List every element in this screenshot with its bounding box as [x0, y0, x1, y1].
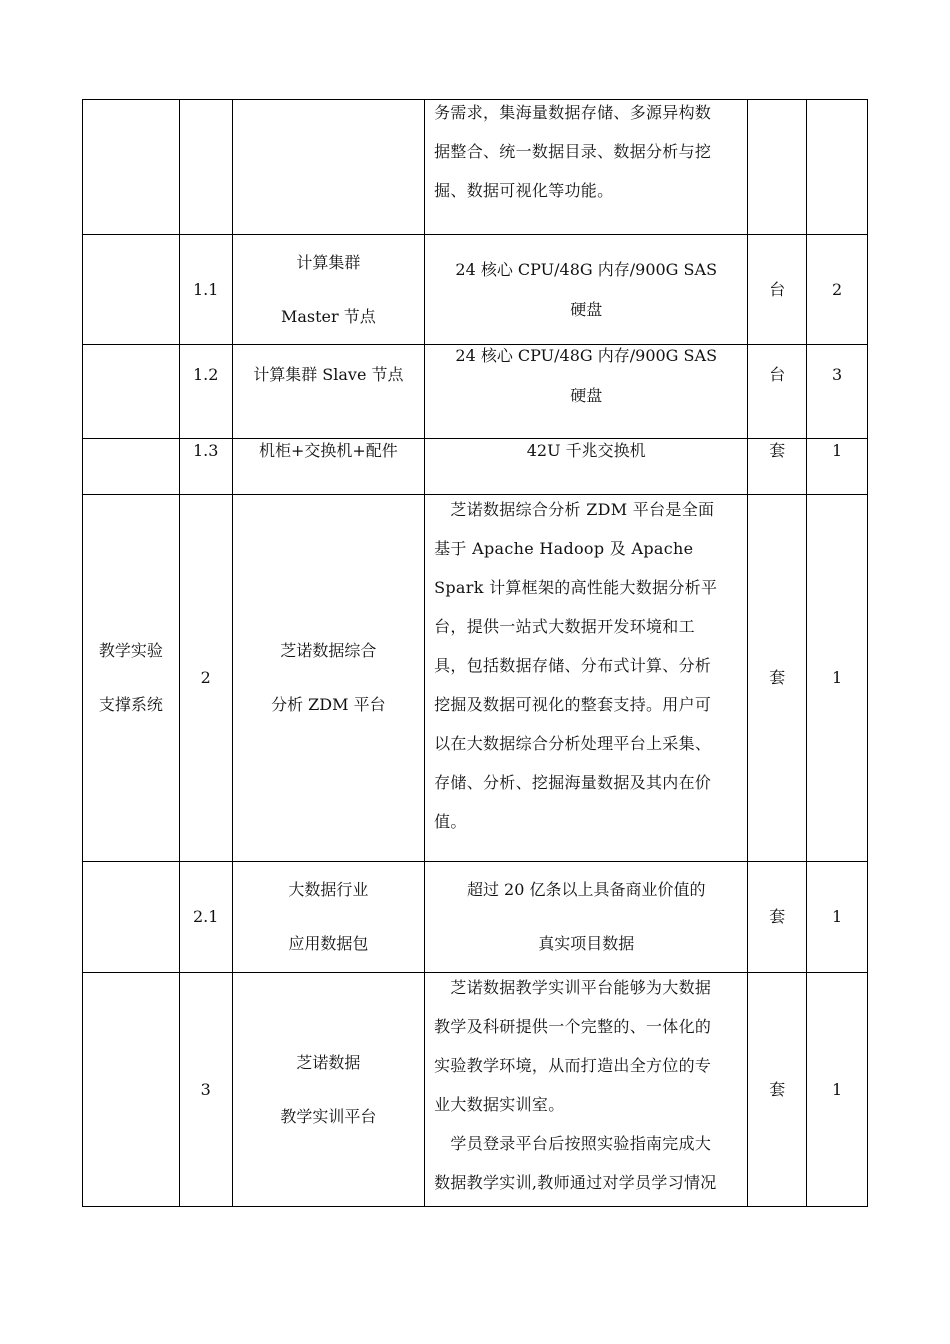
description-line: 具，包括数据存储、分布式计算、分析	[434, 656, 712, 675]
description-line: 务需求，集海量数据存储、多源异构数	[434, 103, 712, 122]
unit-cell: 套	[748, 439, 807, 494]
number-cell: 2	[180, 495, 233, 861]
equipment-table	[82, 99, 868, 1207]
table-row	[82, 99, 868, 235]
number-cell: 1.3	[180, 439, 233, 494]
description-line: Spark 计算框架的高性能大数据分析平	[434, 578, 718, 597]
name-line: 计算集群	[296, 252, 361, 272]
description-line: 实验教学环境，从而打造出全方位的专	[434, 1056, 712, 1075]
category-cell	[83, 973, 180, 1206]
description-line: 教学及科研提供一个完整的、一体化的	[434, 1017, 712, 1036]
table-row	[82, 235, 868, 345]
description-line: 挖掘及数据可视化的整套支持。用户可	[434, 695, 712, 714]
description-line: 存储、分析、挖掘海量数据及其内在价	[434, 773, 712, 792]
category-cell	[83, 345, 180, 438]
description-cell	[425, 973, 748, 1206]
description-line: 基于 Apache Hadoop 及 Apache	[434, 539, 694, 558]
category-line: 支撑系统	[98, 695, 163, 714]
table-row	[82, 345, 868, 439]
category-cell	[83, 862, 180, 972]
description-cell	[425, 100, 748, 234]
number-cell: 3	[180, 973, 233, 1206]
category-cell	[83, 495, 180, 861]
name-cell	[233, 235, 426, 344]
number-cell	[180, 100, 233, 234]
table-row	[82, 973, 868, 1207]
description-line: 据整合、统一数据目录、数据分析与挖	[434, 142, 712, 161]
description-line: 24 核心 CPU/48G 内存/900G SAS	[455, 259, 718, 279]
name-cell	[233, 862, 426, 972]
description-cell	[425, 439, 748, 494]
description-cell	[425, 235, 748, 344]
name-cell	[233, 439, 426, 494]
quantity-cell: 1	[831, 668, 843, 687]
category-cell	[83, 235, 180, 344]
description-line: 硬盘	[570, 386, 603, 405]
unit-cell: 套	[748, 495, 807, 861]
name-cell	[233, 495, 426, 861]
description-line: 超过 20 亿条以上具备商业价值的	[466, 880, 706, 899]
number-cell: 1.2	[180, 345, 233, 438]
quantity-cell: 2	[831, 279, 843, 299]
name-line: 教学实训平台	[280, 1106, 377, 1126]
description-cell	[425, 345, 748, 438]
description-cell	[425, 495, 748, 861]
description-line: 学员登录平台后按照实验指南完成大	[434, 1134, 712, 1153]
name-line: 芝诺数据综合	[280, 641, 377, 660]
description-line: 以在大数据综合分析处理平台上采集、	[434, 734, 712, 753]
name-line: 应用数据包	[288, 934, 369, 953]
description-line: 芝诺数据综合分析 ZDM 平台是全面	[434, 500, 715, 519]
name-cell	[233, 973, 426, 1206]
unit-cell: 套	[748, 862, 807, 972]
name-line: 机柜+交换机+配件	[258, 441, 398, 460]
quantity-cell: 1	[831, 1079, 843, 1099]
description-line: 24 核心 CPU/48G 内存/900G SAS	[455, 346, 718, 365]
number-cell: 1.1	[180, 235, 233, 344]
category-cell	[83, 439, 180, 494]
description-line: 42U 千兆交换机	[526, 441, 646, 460]
quantity-cell: 3	[831, 365, 843, 384]
quantity-cell: 1	[831, 441, 843, 460]
table-row	[82, 439, 868, 495]
quantity-cell	[807, 100, 867, 234]
name-line: 计算集群 Slave 节点	[253, 365, 404, 384]
number-cell: 2.1	[180, 862, 233, 972]
description-line: 硬盘	[570, 299, 603, 319]
category-line: 教学实验	[98, 641, 163, 660]
name-line: 大数据行业	[288, 880, 369, 899]
category-cell	[83, 100, 180, 234]
description-line: 掘、数据可视化等功能。	[434, 181, 614, 200]
description-line: 业大数据实训室。	[434, 1095, 565, 1114]
unit-cell: 套	[748, 973, 807, 1206]
name-cell	[233, 100, 426, 234]
description-line: 芝诺数据教学实训平台能够为大数据	[434, 978, 712, 997]
table-row	[82, 495, 868, 862]
unit-cell: 台	[748, 235, 807, 344]
name-line: 芝诺数据	[296, 1052, 361, 1072]
name-cell	[233, 345, 426, 438]
unit-cell: 台	[748, 345, 807, 438]
name-line: 分析 ZDM 平台	[271, 695, 386, 714]
quantity-cell: 1	[831, 907, 843, 926]
description-line: 真实项目数据	[538, 934, 635, 953]
name-line: Master 节点	[280, 306, 376, 326]
table-row	[82, 862, 868, 973]
description-line: 台，提供一站式大数据开发环境和工	[434, 617, 695, 636]
description-line: 值。	[434, 812, 467, 831]
unit-cell	[748, 100, 807, 234]
description-line: 数据教学实训,教师通过对学员学习情况	[434, 1173, 717, 1192]
description-cell	[425, 862, 748, 972]
